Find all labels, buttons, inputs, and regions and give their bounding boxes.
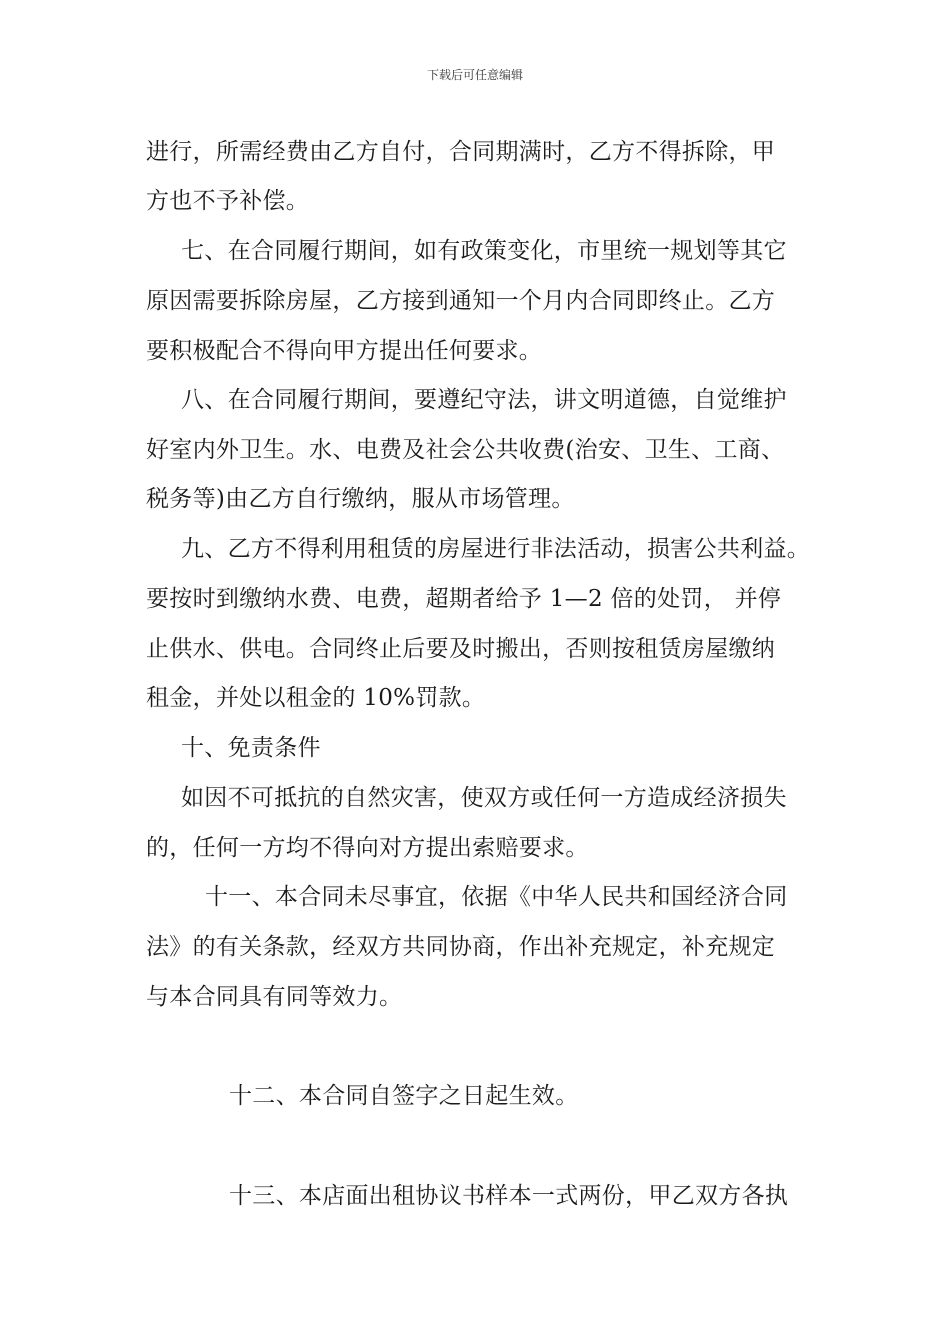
text-line: 税务等)由乙方自行缴纳，服从市场管理。 [146,486,575,512]
text-line: 十一、本合同未尽事宜，依据《中华人民共和国经济合同 [205,884,788,910]
text-line: 法》的有关条款，经双方共同协商，作出补充规定，补充规定 [146,934,776,960]
text-line: 好室内外卫生。水、电费及社会公共收费(治安、卫生、工商、 [146,437,785,463]
text-line: 租金，并处以租金的 10%罚款。 [146,685,486,711]
text-line: 的，任何一方均不得向对方提出索赔要求。 [146,835,589,861]
text-line: 与本合同具有同等效力。 [146,984,403,1010]
text-line: 方也不予补偿。 [146,188,310,214]
text-line: 十、免责条件 [181,735,321,761]
text-line: 要按时到缴纳水费、电费，超期者给予 1—2 倍的处罚， 并停 [146,586,782,612]
text-line: 八、在合同履行期间，要遵纪守法，讲文明道德，自觉维护 [181,387,787,413]
text-line: 要积极配合不得向甲方提出任何要求。 [146,338,543,364]
text-line: 十三、本店面出租协议书样本一式两份，甲乙双方各执 [229,1183,789,1209]
text-line: 九、乙方不得利用租赁的房屋进行非法活动，损害公共利益。 [181,536,811,562]
text-line: 七、在合同履行期间，如有政策变化，市里统一规划等其它 [181,238,787,264]
text-line: 如因不可抵抗的自然灾害，使双方或任何一方造成经济损失 [181,785,787,811]
page-header: 下载后可任意编辑 [426,68,523,82]
text-line: 进行，所需经费由乙方自付，合同期满时，乙方不得拆除，甲 [146,139,776,165]
text-line: 十二、本合同自签字之日起生效。 [229,1083,579,1109]
text-line: 原因需要拆除房屋，乙方接到通知一个月内合同即终止。乙方 [146,288,776,314]
text-line: 止供水、供电。合同终止后要及时搬出，否则按租赁房屋缴纳 [146,636,776,662]
